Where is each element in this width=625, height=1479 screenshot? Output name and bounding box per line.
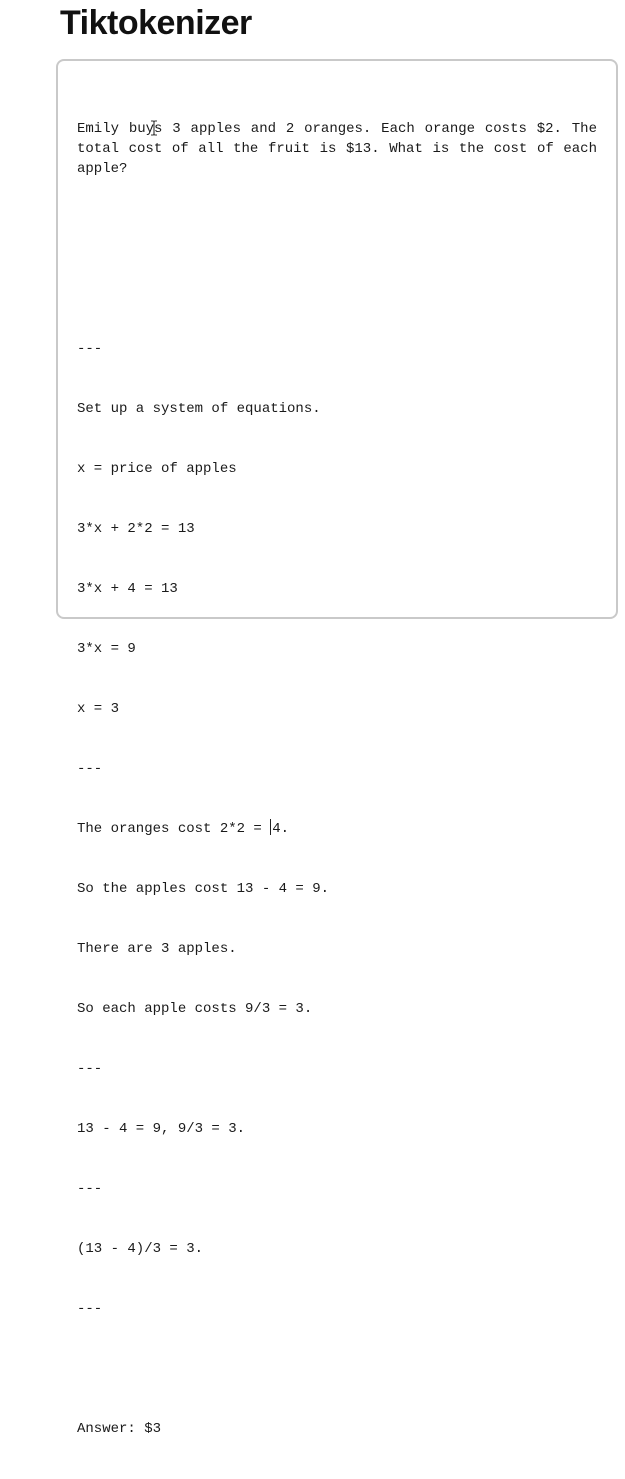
app-title: Tiktokenizer: [60, 4, 252, 42]
editor-line: x = price of apples: [77, 461, 237, 477]
editor-line-with-caret: [77, 819, 597, 839]
editor-line: x = 3: [77, 701, 120, 717]
editor-line: [77, 1359, 597, 1379]
editor-line: 3*x + 4 = 13: [77, 581, 178, 597]
text-cursor-icon: [150, 120, 158, 136]
editor-line: ---: [77, 1181, 103, 1197]
editor-line: ---: [77, 341, 103, 357]
editor-line: ---: [77, 1061, 103, 1077]
caret-line-after: 4.: [272, 821, 290, 837]
caret-line-before: The oranges cost 2*2 =: [77, 821, 271, 837]
answer-line: Answer: $3: [77, 1421, 162, 1437]
editor-line: So the apples cost 13 - 4 = 9.: [77, 881, 330, 897]
editor-line: So each apple costs 9/3 = 3.: [77, 1001, 313, 1017]
prompt-text-editor[interactable]: [56, 59, 618, 1437]
editor-line: ---: [77, 761, 103, 777]
editor-line: Set up a system of equations.: [77, 401, 321, 417]
editor-line: [77, 279, 597, 299]
question-text: Emily buys 3 apples and 2 oranges. Each orange costs $2. The total cost of all the fruit is $13. What is the cost of each apple?: [77, 121, 606, 177]
editor-line: ---: [77, 1301, 103, 1317]
editor-line: 3*x + 2*2 = 13: [77, 521, 195, 537]
editor-line: (13 - 4)/3 = 3.: [77, 1241, 204, 1257]
editor-line: 13 - 4 = 9, 9/3 = 3.: [77, 1121, 246, 1137]
editor-line: [77, 219, 597, 239]
editor-content[interactable]: [77, 79, 606, 1479]
editor-line: 3*x = 9: [77, 641, 136, 657]
editor-line: There are 3 apples.: [77, 941, 237, 957]
